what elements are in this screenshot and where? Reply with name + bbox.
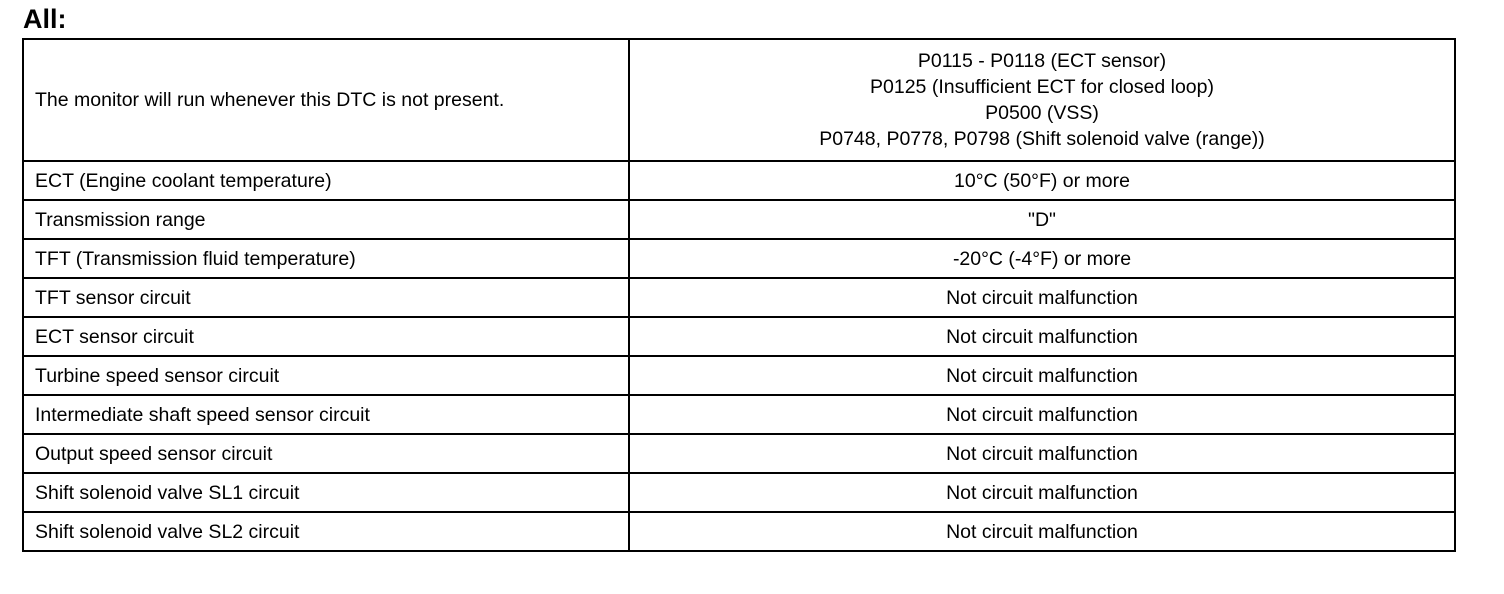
dtc-item: P0115 - P0118 (ECT sensor) (917, 50, 1167, 72)
condition-cell: Turbine speed sensor circuit (23, 356, 629, 395)
value-cell: Not circuit malfunction (629, 278, 1455, 317)
condition-cell: TFT sensor circuit (23, 278, 629, 317)
value-cell: -20°C (-4°F) or more (629, 239, 1455, 278)
monitor-conditions-table (22, 38, 1456, 552)
value-cell: Not circuit malfunction (629, 512, 1455, 551)
dtc-item: P0500 (VSS) (985, 102, 1099, 124)
table-row (23, 395, 1455, 434)
value-cell: Not circuit malfunction (629, 473, 1455, 512)
table-row (23, 434, 1455, 473)
dtc-item: P0748, P0778, P0798 (Shift solenoid valve (range)) (819, 128, 1265, 150)
table-row (23, 473, 1455, 512)
condition-cell: Transmission range (23, 200, 629, 239)
condition-cell: ECT (Engine coolant temperature) (23, 161, 629, 200)
dtc-item: P0125 (Insufficient ECT for closed loop) (870, 76, 1214, 98)
dtc-list-cell (629, 39, 1455, 161)
table-row (23, 39, 1455, 161)
table-row (23, 161, 1455, 200)
value-cell: Not circuit malfunction (629, 395, 1455, 434)
value-cell: 10°C (50°F) or more (629, 161, 1455, 200)
table-row (23, 278, 1455, 317)
table-row (23, 200, 1455, 239)
value-cell: Not circuit malfunction (629, 434, 1455, 473)
table-row (23, 317, 1455, 356)
condition-cell: Shift solenoid valve SL1 circuit (23, 473, 629, 512)
table-row (23, 512, 1455, 551)
table-row (23, 239, 1455, 278)
condition-cell: ECT sensor circuit (23, 317, 629, 356)
table-row (23, 356, 1455, 395)
value-cell: Not circuit malfunction (629, 317, 1455, 356)
value-cell: Not circuit malfunction (629, 356, 1455, 395)
condition-cell: TFT (Transmission fluid temperature) (23, 239, 629, 278)
section-heading: All: (23, 4, 67, 34)
value-cell: "D" (629, 200, 1455, 239)
condition-cell: Intermediate shaft speed sensor circuit (23, 395, 629, 434)
condition-cell: Output speed sensor circuit (23, 434, 629, 473)
condition-cell: Shift solenoid valve SL2 circuit (23, 512, 629, 551)
condition-cell: The monitor will run whenever this DTC is not present. (23, 39, 629, 161)
